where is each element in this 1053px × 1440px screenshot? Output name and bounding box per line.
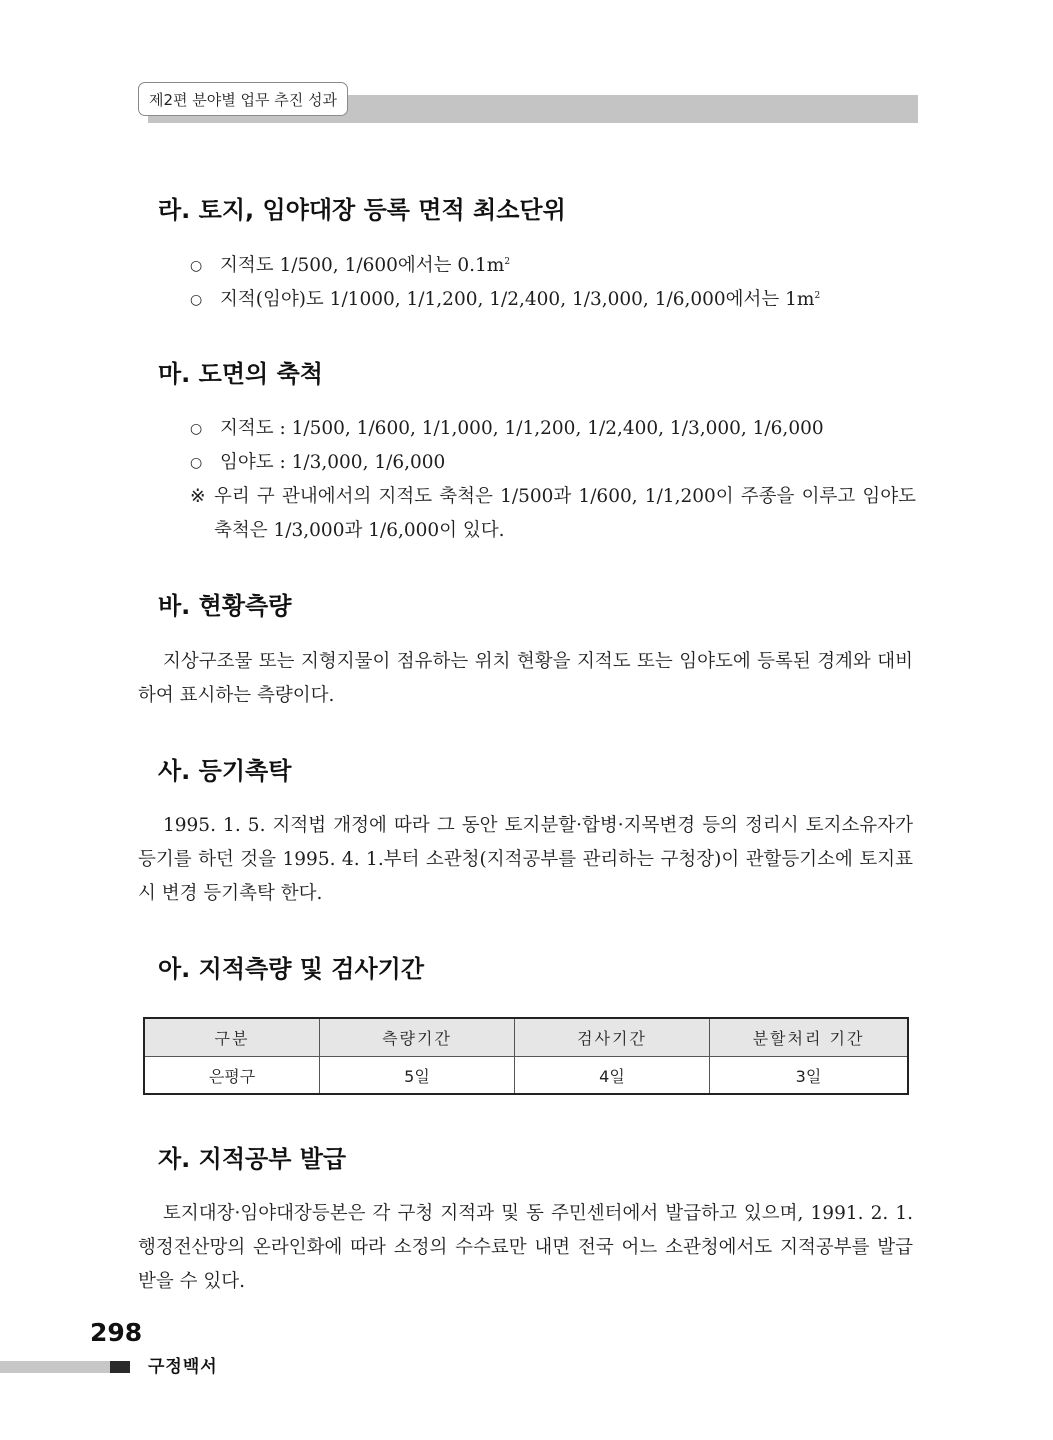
reference-mark-icon: ※ [190, 486, 206, 507]
survey-period-table [143, 1017, 909, 1095]
section-header-label: 제2편 분야별 업무 추진 성과 [149, 90, 338, 109]
footer-book-title: 구정백서 [148, 1357, 218, 1377]
list-item-text: 지적(임야)도 1/1000, 1/1,200, 1/2,400, 1/3,000, 1/6,000에서는 $1m^2$ [220, 289, 821, 310]
table-cell: 3일 [710, 1057, 909, 1095]
table-header-cell: 측량기간 [320, 1018, 515, 1057]
heading-ma: 마. 도면의 축척 [158, 360, 323, 388]
list-item-text: 지적도 1/500, 1/600에서는 $0.1m^2$ [220, 255, 511, 276]
note-text: 우리 구 관내에서의 지적도 축척은 1/500과 1/600, 1/1,200이 주종을 이루고 임야도 축척은 1/3,000과 1/6,000이 있다. [214, 486, 916, 541]
circle-bullet-icon: ○ [190, 292, 203, 308]
heading-a: 아. 지적측량 및 검사기간 [158, 955, 425, 983]
section-header-tab [138, 82, 348, 116]
table-header-row [144, 1018, 908, 1057]
heading-ra: 라. 토지, 임야대장 등록 면적 최소단위 [158, 196, 566, 224]
table-row [144, 1057, 908, 1095]
list-item-text: 임야도 : 1/3,000, 1/6,000 [220, 452, 446, 473]
footer-bar [0, 1361, 110, 1373]
list-item [190, 249, 820, 283]
table-header-cell: 구분 [144, 1018, 320, 1057]
list-item [190, 412, 824, 446]
table-header-cell: 검사기간 [515, 1018, 710, 1057]
table-cell: 5일 [320, 1057, 515, 1095]
table-cell: 4일 [515, 1057, 710, 1095]
circle-bullet-icon: ○ [190, 258, 203, 274]
bullet-list-ra [190, 249, 820, 317]
note-ma [190, 480, 916, 548]
heading-sa: 사. 등기촉탁 [158, 757, 292, 785]
table-header-cell: 분할처리 기간 [710, 1018, 909, 1057]
heading-ja: 자. 지적공부 발급 [158, 1145, 347, 1173]
paragraph-ba: 지상구조물 또는 지형지물이 점유하는 위치 현황을 지적도 또는 임야도에 등록된 경계와 대비하여 표시하는 측량이다. [138, 651, 913, 706]
list-item [190, 446, 824, 480]
paragraph-sa: 1995. 1. 5. 지적법 개정에 따라 그 동안 토지분할·합병·지목변경 등의 정리시 토지소유자가 등기를 하던 것을 1995. 4. 1.부터 소관청(지적공부를 관리하는 구청장)이 관할등기소에 토지표시 변경 등기촉탁 한다. [138, 815, 913, 904]
bullet-list-ma [190, 412, 824, 480]
footer-square-icon [110, 1361, 130, 1373]
list-item [190, 283, 820, 317]
list-item-text: 지적도 : 1/500, 1/600, 1/1,000, 1/1,200, 1/2,400, 1/3,000, 1/6,000 [220, 418, 824, 439]
circle-bullet-icon: ○ [190, 455, 203, 471]
paragraph-ja: 토지대장·임야대장등본은 각 구청 지적과 및 동 주민센터에서 발급하고 있으며, 1991. 2. 1. 행정전산망의 온라인화에 따라 소정의 수수료만 내면 전국 어느 소관청에서도 지적공부를 발급 받을 수 있다. [138, 1203, 913, 1292]
table-cell: 은평구 [144, 1057, 320, 1095]
page-number: 298 [90, 1318, 143, 1347]
heading-ba: 바. 현황측량 [158, 592, 292, 620]
circle-bullet-icon: ○ [190, 421, 203, 437]
